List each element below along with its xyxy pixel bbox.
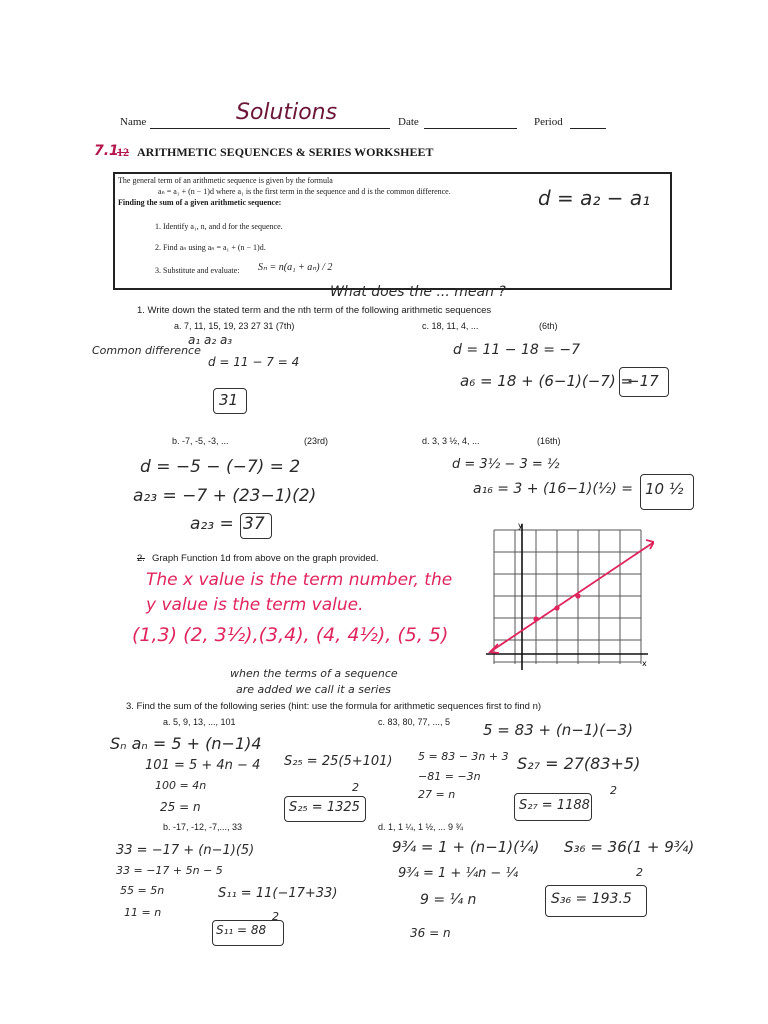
q3a-work-5: S₂₅ = 25(5+101) bbox=[284, 754, 393, 769]
q3a-work-6: 2 bbox=[352, 781, 359, 794]
q3b-work-6: 2 bbox=[272, 910, 279, 923]
q1d-work-d: d = 3½ − 3 = ½ bbox=[452, 457, 560, 472]
q1-prompt: 1. Write down the stated term and the nth term of the following arithmetic sequences bbox=[137, 305, 492, 316]
q3d-work-6: 2 bbox=[636, 866, 643, 879]
q3b-work-3: 55 = 5n bbox=[120, 884, 165, 897]
q1b-work-d: d = −5 − (−7) = 2 bbox=[140, 457, 301, 477]
section-number: 7.1 bbox=[94, 143, 119, 159]
series-note-1: when the terms of a sequence bbox=[230, 667, 398, 680]
q3d-work-3: 9 = ¼ n bbox=[420, 892, 477, 908]
date-line bbox=[424, 128, 517, 129]
graph-point bbox=[533, 616, 538, 621]
q3d-answer: S₃₆ = 193.5 bbox=[551, 891, 632, 907]
q3b-work-4: 11 = n bbox=[124, 906, 162, 919]
q3b-work-2: 33 = −17 + 5n − 5 bbox=[116, 864, 223, 877]
q3-prompt: 3. Find the sum of the following series (hint: use the formula for arithmetic sequences first to find n) bbox=[126, 701, 542, 712]
q1a-work-terms: a₁ a₂ a₃ bbox=[188, 333, 233, 347]
q3c-work-5: S₂₇ = 27(83+5) bbox=[517, 754, 641, 773]
q3c-work-6: 2 bbox=[610, 784, 617, 797]
graph-point bbox=[554, 605, 559, 610]
q3d-work-5: S₃₆ = 36(1 + 9¾) bbox=[564, 838, 695, 856]
graph-grid bbox=[494, 530, 641, 664]
q3d-work-2: 9¾ = 1 + ¼n − ¼ bbox=[398, 866, 519, 881]
q1a-work-d: d = 11 − 7 = 4 bbox=[208, 355, 300, 369]
period-label: Period bbox=[534, 116, 563, 128]
q1c-work-d: d = 11 − 18 = −7 bbox=[453, 342, 581, 358]
note-common-difference: d = a₂ − a₁ bbox=[538, 186, 651, 210]
formula-step-3-formula: Sₙ = n(a₁ + aₙ) / 2 bbox=[258, 262, 333, 273]
q1a-work-cd: Common difference bbox=[92, 344, 201, 357]
q1a-answer: 31 bbox=[219, 391, 239, 409]
graph-x-label: x bbox=[642, 659, 647, 668]
formula-step-3-label: 3. Substitute and evaluate: bbox=[155, 266, 240, 275]
q3d-work-1: 9¾ = 1 + (n−1)(¼) bbox=[392, 838, 540, 856]
q3c-work-4: 27 = n bbox=[418, 788, 456, 801]
formula-line-1: The general term of an arithmetic sequence is given by the formula bbox=[118, 176, 333, 185]
struck-number: 12 bbox=[117, 145, 129, 159]
q2-number: 2. bbox=[137, 553, 145, 564]
worksheet-title: ARITHMETIC SEQUENCES & SERIES WORKSHEET bbox=[137, 145, 434, 159]
q3b-work-5: S₁₁ = 11(−17+33) bbox=[218, 886, 338, 901]
q1b-work-a23: a₂₃ = −7 + (23−1)(2) bbox=[133, 486, 317, 506]
q1b-term: (23rd) bbox=[304, 436, 329, 446]
formula-line-3: Finding the sum of a given arithmetic sequence: bbox=[118, 198, 282, 207]
q1c-label: c. 18, 11, 4, ... bbox=[422, 321, 479, 331]
q3c-work-1: 5 = 83 + (n−1)(−3) bbox=[483, 721, 633, 739]
q1c-answer: −17 bbox=[627, 372, 659, 390]
q3a-answer: S₂₅ = 1325 bbox=[289, 800, 360, 815]
q3b-work-1: 33 = −17 + (n−1)(5) bbox=[116, 843, 255, 858]
q2-answer-line-2: y value is the term value. bbox=[146, 595, 364, 615]
q3a-label: a. 5, 9, 13, ..., 101 bbox=[163, 717, 236, 727]
q1b-answer: 37 bbox=[243, 514, 265, 534]
formula-step-1: 1. Identify a₁, n, and d for the sequence. bbox=[155, 222, 283, 231]
name-value[interactable]: Solutions bbox=[236, 100, 338, 125]
q3d-label: d. 1, 1 ¼, 1 ½, ... 9 ¾ bbox=[378, 822, 464, 832]
q2-prompt: Graph Function 1d from above on the graph provided. bbox=[152, 553, 379, 564]
q1d-work-a16: a₁₆ = 3 + (16−1)(½) = bbox=[473, 481, 634, 497]
q2-answer-points: (1,3) (2, 3½),(3,4), (4, 4½), (5, 5) bbox=[132, 624, 449, 646]
q3a-work-3: 100 = 4n bbox=[155, 779, 207, 792]
q3a-work-4: 25 = n bbox=[160, 800, 201, 814]
q1d-term: (16th) bbox=[537, 436, 561, 446]
coordinate-graph[interactable] bbox=[482, 522, 654, 672]
q1b-label: b. -7, -5, -3, ... bbox=[172, 436, 229, 446]
q3b-label: b. -17, -12, -7,..., 33 bbox=[163, 822, 243, 832]
q3d-work-4: 36 = n bbox=[410, 926, 451, 940]
q3c-label: c. 83, 80, 77, ..., 5 bbox=[378, 717, 451, 727]
graph-y-label: y bbox=[518, 522, 523, 530]
q3c-answer: S₂₇ = 1188 bbox=[519, 798, 590, 813]
name-label: Name bbox=[120, 116, 147, 128]
q1a-label: a. 7, 11, 15, 19, 23 27 31 (7th) bbox=[174, 321, 295, 331]
q3a-work-1: Sₙ aₙ = 5 + (n−1)4 bbox=[110, 734, 262, 753]
date-label: Date bbox=[398, 116, 419, 128]
q3a-work-2: 101 = 5 + 4n − 4 bbox=[145, 758, 261, 773]
period-line bbox=[570, 128, 606, 129]
q1c-work-a6: a₆ = 18 + (6−1)(−7) = bbox=[460, 372, 634, 390]
formula-line-2: aₙ = a₁ + (n − 1)d where a₁ is the first term in the sequence and d is the common difference. bbox=[158, 187, 451, 196]
q3b-answer: S₁₁ = 88 bbox=[216, 923, 267, 937]
q1d-label: d. 3, 3 ½, 4, ... bbox=[422, 436, 480, 446]
q3c-work-2: 5 = 83 − 3n + 3 bbox=[418, 750, 509, 763]
q1d-answer: 10 ½ bbox=[645, 480, 684, 498]
formula-step-2: 2. Find aₙ using aₙ = a₁ + (n − 1)d. bbox=[155, 243, 266, 252]
name-line bbox=[150, 128, 390, 129]
series-note-2: are added we call it a series bbox=[236, 683, 391, 696]
q1b-work-result: a₂₃ = bbox=[190, 514, 234, 534]
q1c-term: (6th) bbox=[539, 321, 558, 331]
graph-point bbox=[575, 593, 580, 598]
q3c-work-3: −81 = −3n bbox=[418, 770, 481, 783]
note-mean: What does the ... mean ? bbox=[330, 284, 506, 300]
q2-answer-line-1: The x value is the term number, the bbox=[146, 570, 453, 590]
